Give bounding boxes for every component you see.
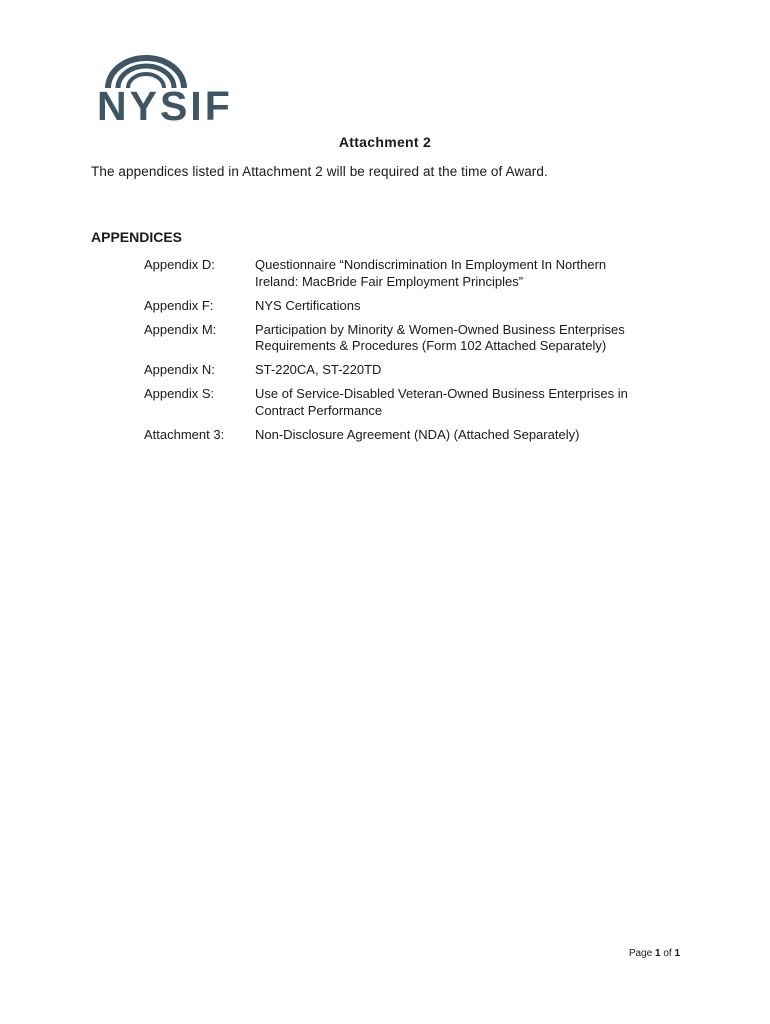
current-page: 1	[654, 948, 661, 959]
page-number	[629, 948, 680, 959]
appendix-row	[144, 386, 664, 419]
appendix-description-line: Questionnaire “Nondiscrimination In Employment In Northern	[255, 257, 607, 272]
appendix-description-line: Ireland: MacBride Fair Employment Principles”	[255, 273, 524, 289]
appendix-description-line: ST-220CA, ST-220TD	[255, 362, 382, 377]
appendix-description-line: NYS Certifications	[255, 297, 361, 313]
of-label: of	[663, 948, 672, 959]
appendices-heading: APPENDICES	[91, 229, 183, 245]
appendix-description	[255, 257, 664, 290]
appendix-row	[144, 362, 664, 379]
appendix-description	[255, 322, 664, 355]
appendix-description-line: Use of Service-Disabled Veteran-Owned Business Enterprises in	[255, 386, 628, 401]
appendix-row	[144, 322, 664, 355]
appendix-key: Appendix N:	[144, 362, 215, 377]
appendix-description	[255, 298, 664, 315]
appendix-key: Appendix F:	[144, 297, 214, 313]
intro-text: The appendices listed in Attachment 2 will be required at the time of Award.	[91, 164, 548, 179]
appendix-description	[255, 386, 664, 419]
appendix-description-line: Participation by Minority & Women-Owned Business Enterprises	[255, 321, 625, 337]
appendix-description-line: Requirements & Procedures (Form 102 Attached Separately)	[255, 338, 607, 353]
appendix-row	[144, 257, 664, 290]
appendix-key: Attachment 3:	[144, 426, 225, 442]
appendix-key: Appendix M:	[144, 321, 217, 337]
appendix-list	[144, 257, 664, 451]
appendix-row	[144, 427, 664, 444]
appendix-description	[255, 362, 664, 379]
appendix-row	[144, 298, 664, 315]
page-label: Page	[628, 948, 653, 959]
appendix-key: Appendix S:	[144, 386, 215, 401]
appendix-description-line: Non-Disclosure Agreement (NDA) (Attached Separately)	[255, 426, 580, 442]
appendix-key: Appendix D:	[144, 257, 215, 272]
logo-wordmark: NYSIF	[97, 83, 233, 129]
appendix-description	[255, 427, 664, 444]
document-title: Attachment 2	[338, 134, 432, 150]
total-pages: 1	[674, 948, 680, 959]
appendix-description-line: Contract Performance	[255, 402, 383, 418]
